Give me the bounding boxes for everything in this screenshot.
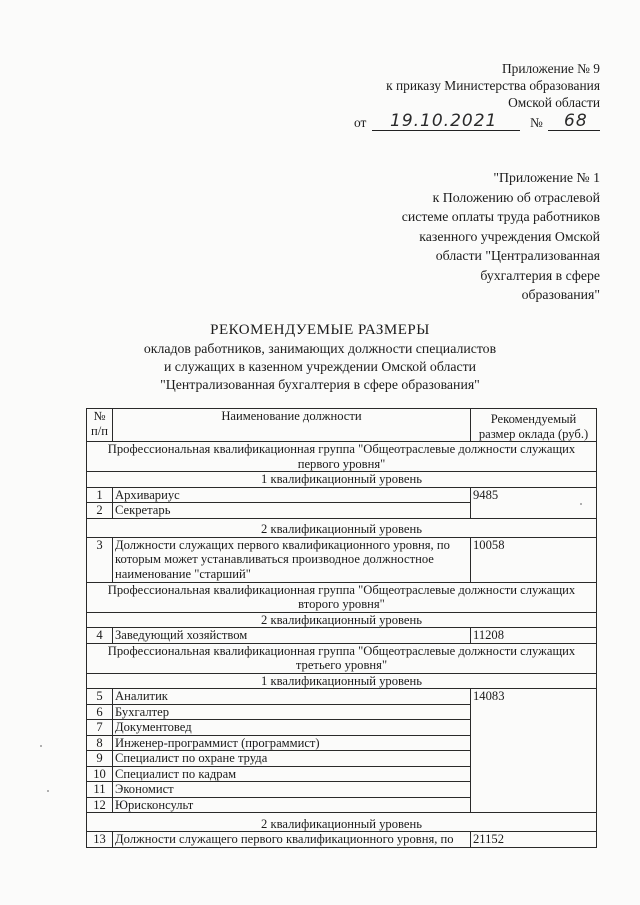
row-num: 1 [87,487,113,503]
row-name: Специалист по охране труда [113,751,471,767]
row-salary: 9485 [471,487,597,518]
level-title: 2 квалификационный уровень [87,518,597,537]
nested-line: системе оплаты труда работников [401,209,600,224]
level-row [87,472,597,488]
order-number-label: № [530,115,543,130]
header-salary: Рекомендуемый размер оклада (руб.) [471,409,597,442]
order-prefix: от [354,115,367,130]
nested-line: "Приложение № 1 [493,170,600,185]
title-sub-line: "Централизованная бухгалтерия в сфере образования" [160,377,480,392]
group-row [87,442,597,472]
scan-speck [40,745,42,747]
row-num: 6 [87,704,113,720]
level-row [87,813,597,832]
title-sub-line: и служащих в казенном учреждении Омской области [163,359,477,374]
row-num: 8 [87,735,113,751]
appendix-line: Омской области [508,95,600,110]
appendix-line: Приложение № 9 [501,61,600,76]
row-name: Документовед [113,720,471,736]
appendix-header [300,60,600,111]
row-num: 9 [87,751,113,767]
title-main: РЕКОМЕНДУЕМЫЕ РАЗМЕРЫ [210,322,430,338]
row-num: 3 [87,537,113,582]
level-row [87,612,597,628]
group-row [87,582,597,612]
scan-speck [580,503,582,505]
row-name: Экономист [113,782,471,798]
group-title: Профессиональная квалификационная группа "Общеотраслевые должности служащих третьего уровня" [87,643,597,673]
order-date: 19.10.2021 [390,111,498,131]
row-salary: 10058 [471,537,597,582]
table-row [87,832,597,848]
appendix-line: к приказу Министерства образования [386,78,600,93]
nested-appendix [340,168,600,305]
row-name: Должности служащих первого квалификационного уровня, по которым может устанавливаться производное должностное наименование "старший" [113,537,471,582]
row-num: 5 [87,689,113,705]
row-num: 13 [87,832,113,848]
row-name: Аналитик [113,689,471,705]
level-title: 1 квалификационный уровень [87,673,597,689]
level-row [87,518,597,537]
scan-speck [47,790,49,792]
table-header-row [87,409,597,442]
nested-line: к Положению об отраслевой [432,189,600,205]
title-sub-line: окладов работников, занимающих должности специалистов [143,341,497,356]
row-name: Инженер-программист (программист) [113,735,471,751]
level-row [87,673,597,689]
row-name: Бухгалтер [113,704,471,720]
row-name: Архивариус [113,487,471,503]
row-name: Заведующий хозяйством [113,628,471,644]
level-title: 2 квалификационный уровень [87,813,597,832]
nested-line: образования" [521,287,600,302]
table-row [87,487,597,503]
salary-table [86,408,597,848]
row-num: 10 [87,766,113,782]
row-num: 2 [87,503,113,519]
table-row [87,537,597,582]
header-name: Наименование должности [113,409,471,442]
row-salary: 21152 [471,832,597,848]
row-salary: 11208 [471,628,597,644]
table-row [87,689,597,705]
document-title [0,320,640,394]
order-number: 68 [564,111,588,131]
group-title: Профессиональная квалификационная группа "Общеотраслевые должности служащих второго уровня" [87,582,597,612]
group-row [87,643,597,673]
table-row [87,628,597,644]
row-num: 4 [87,628,113,644]
row-name: Должности служащего первого квалификационного уровня, по [113,832,471,848]
nested-line: бухгалтерия в сфере [480,267,600,283]
nested-line: области "Централизованная [435,248,600,263]
row-name: Специалист по кадрам [113,766,471,782]
order-reference [354,112,604,132]
level-title: 2 квалификационный уровень [87,612,597,628]
nested-line: казенного учреждения Омской [419,228,600,244]
row-name: Секретарь [113,503,471,519]
header-num: № п/п [87,409,113,442]
group-title: Профессиональная квалификационная группа "Общеотраслевые должности служащих первого уровня" [87,442,597,472]
row-num: 7 [87,720,113,736]
row-salary: 14083 [471,689,597,813]
row-num: 12 [87,797,113,813]
level-title: 1 квалификационный уровень [87,472,597,488]
row-num: 11 [87,782,113,798]
row-name: Юрисконсульт [113,797,471,813]
